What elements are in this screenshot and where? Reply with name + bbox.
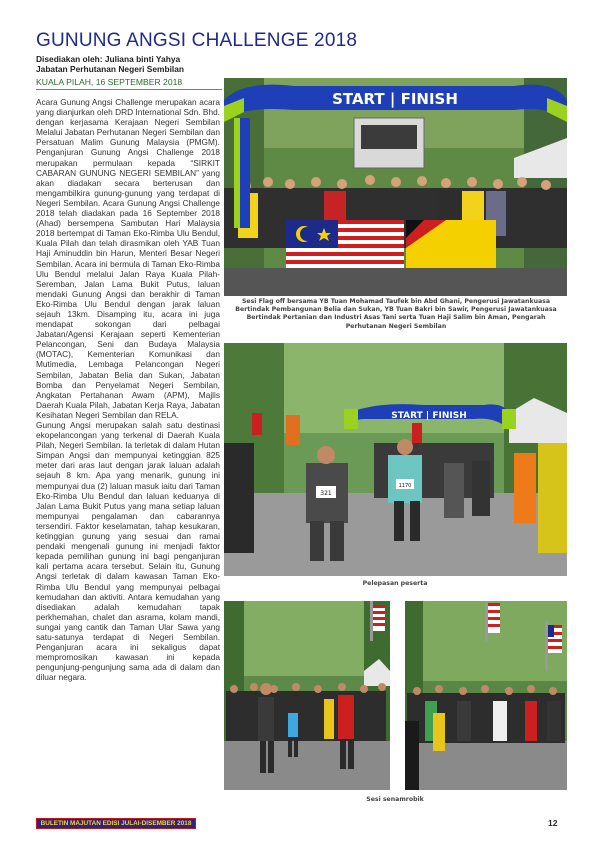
arch-banner-text-2: START | FINISH [391,411,467,421]
photo-aerobics-right [405,601,567,790]
dateline-divider [36,89,222,90]
runner-bib-1: 321 [320,490,332,497]
author-byline [36,54,184,74]
article-body [36,97,220,682]
page-number: 12 [548,818,558,828]
caption-aerobics: Sesi senamrobik [366,796,424,803]
caption-participants-release: Pelepasan peserta [362,580,428,587]
bulletin-edition-tag: BULETIN MAJUTAN EDISI JULAI-DISEMBER 2018 [36,818,196,829]
caption-flag-off: Sesi Flag off bersama YB Tuan Mohamad Taufek bin Abd Ghani, Pengerusi Jawatankuasa Bertindak Pembangunan Belia dan Sukan, YB Tuan Bakri bin Sawir, Pengerusi Jawatankuasa Bertindak Pertanian dan Industri Asas Tani serta Tuan Haji Salim bin Aman, Pengarah Perhutanan Negeri Sembilan [235,298,557,330]
article-paragraph-1: Acara Gunung Angsi Challenge merupakan acara yang dianjurkan oleh DRD International Sdn. Bhd. dengan kerjasama Kerajaan Negeri Sembilan Melalui Jabatan Perhutanan Negeri Sembilan dan Persatuan Malim Gunung Malaysia (PMGM). Penganjuran Gunung Angsi Challenge 2018 merupakan permulaan kepada “SIRKIT CABARAN GUNUNG NEGERI SEMBILAN” yang akan diadakan secara berterusan dan mengambilkira gunung-gunung yang terdapat di Negeri Sembilan. Acara Gunung Angsi Challenge 2018 telah diadakan pada 16 September 2018 (Ahad) bersempena Sambutan Hari Malaysia 2018 bertempat di Taman Eko-Rimba Ulu Bendul, Kuala Pilah dan telah dirasmikan oleh YAB Tuan Haji Aminuddin bin Harun, Menteri Besar Negeri Sembilan. Acara ini bermula di Taman Eko-Rimba Ulu Bendul melalui Jalan Raya Kuala Pilah-Seremban, Jalan Lama Bukit Putus, laluan mendaki Gunung Angsi dan berakhir di Taman Eko-Rimba Ulu Bendul dengan jarak laluan sejauh 13km. Disamping itu, acara ini juga mendapat sokongan dari pelbagai Jabatan/Agensi Kerajaan seperti Kementerian Pelancongan, Seni dan Budaya Malaysia (MOTAC), Kementerian Komunikasi dan Mutimedia, Lembaga Pelancongan Negeri Sembilan, Jabatan Belia dan Sukan, Jabatan Bomba dan Penyelamat Negeri Sembilan, Angkatan Pertahanan Awam (APM), Majlis Daerah Kuala Pilah, Jabatan Kerja Raya, Jabatan Kesihatan Negeri Sembilan dan RELA. [36,97,220,420]
photo-participants-release [224,343,567,576]
article-paragraph-2: Gunung Angsi merupakan salah satu destinasi ekopelancongan yang terkenal di Daerah Kuala Pilah, Negeri Sembilan. Ia terletak di dalam Hutan Simpan Angsi dan mempunyai ketinggian 825 meter dari aras laut dengan jarak laluan adalah sejauh 8 km. Apa yang menarik, gunung ini mempunyai dua (2) laluan masuk iaitu dari Taman Eko-Rimba Ulu Bendul dan laluan keduanya di Jalan Lama Bukit Putus yang mana setiap laluan mempunyai pengalaman dan cabarannya tersendiri. Faktor keselamatan, tahap kesukaran, ketinggian gunung yang sesuai dan ramai pendaki mengenali gunung ini menjadi faktor kepada pemilihan gunung ini bagi penganjuran kali pertama acara tersebut. Selain itu, Gunung Angsi terletak di dalam kawasan Taman Eko-Rimba Ulu Bendul yang mempunyai pelbagai kemudahan dan aktiviti. Antara kemudahan yang disediakan adalah kemudahan tapak perkhemahan, chalet dan asrama, kolam mandi, sungai yang cantik dan Taman Ular Sawa yang satu-satunya terdapat di Negeri Sembilan. Penganjuran acara ini sekaligus dapat mempromosikan kawasan ini kepada pengunjung-pengunjung sama ada di dalam dan diluar negara. [36,420,220,683]
photo-flag-off [224,78,567,296]
photo-aerobics-left [224,601,390,790]
article-title: GUNUNG ANGSI CHALLENGE 2018 [36,30,358,51]
runner-bib-2: 1170 [398,483,412,489]
author-name: Disediakan oleh: Juliana binti Yahya [36,54,181,64]
dateline: KUALA PILAH, 16 SEPTEMBER 2018 [36,77,183,87]
author-department: Jabatan Perhutanan Negeri Sembilan [36,64,185,74]
arch-banner-text: START | FINISH [332,90,458,108]
